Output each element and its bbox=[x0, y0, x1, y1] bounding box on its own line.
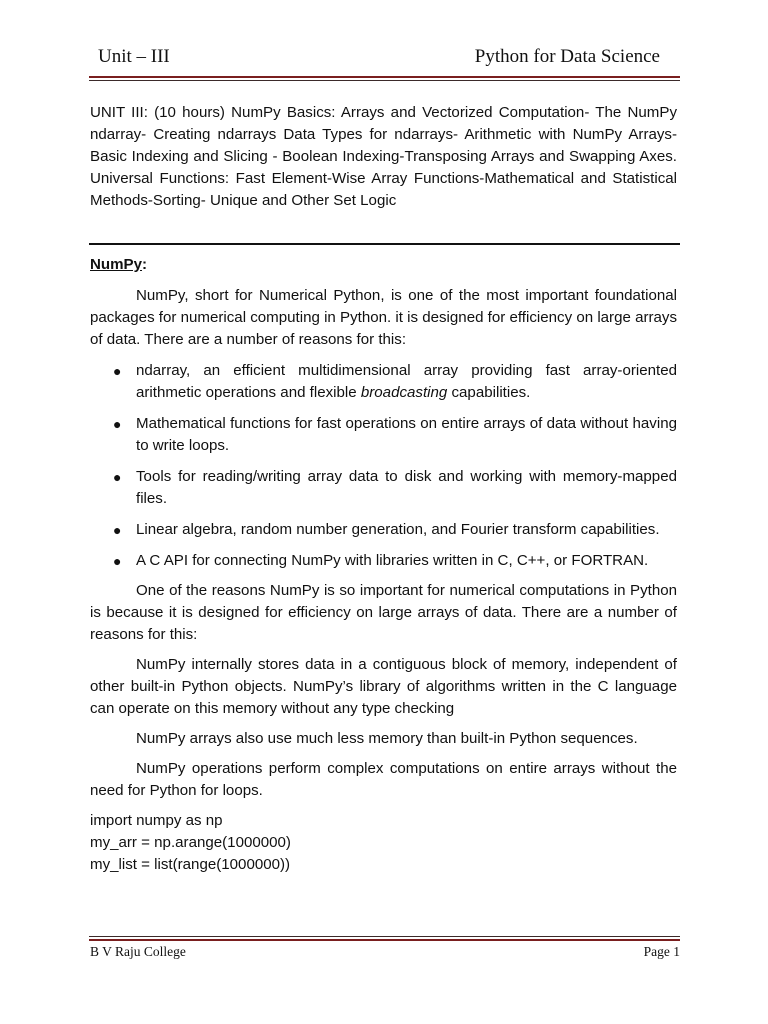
list-item-text: Mathematical functions for fast operations on entire arrays of data without having to write loops. bbox=[136, 415, 677, 454]
footer-rule-thick bbox=[89, 939, 680, 941]
intro-paragraph: NumPy, short for Numerical Python, is one of the most important foundational packages for numerical computing in Python. it is designed for efficiency on large arrays of data. There are a number of reasons for this: bbox=[90, 287, 678, 348]
sequences-paragraph: NumPy arrays also use much less memory than built-in Python sequences. bbox=[136, 730, 638, 747]
reasons-paragraph: One of the reasons NumPy is so important for numerical computations in Python is because it is designed for efficiency on large arrays of data. There are a number of reasons for this: bbox=[90, 582, 677, 643]
list-item-text: Tools for reading/writing array data to disk and working with memory-mapped files. bbox=[136, 468, 677, 507]
header-rule-thin bbox=[89, 80, 680, 81]
page-header bbox=[98, 46, 670, 72]
code-snippet bbox=[90, 810, 677, 876]
code-line: import numpy as np bbox=[90, 812, 223, 829]
section-title-colon: : bbox=[142, 256, 148, 273]
list-item bbox=[90, 550, 677, 572]
list-item-text: A C API for connecting NumPy with libraries written in C, C++, or FORTRAN. bbox=[136, 552, 649, 569]
bullet-icon: ● bbox=[113, 553, 122, 569]
header-unit-label: Unit – III bbox=[98, 46, 170, 67]
list-item bbox=[90, 466, 677, 510]
loops-paragraph: NumPy operations perform complex computations on entire arrays without the need for Python for loops. bbox=[90, 760, 677, 799]
code-line: my_arr = np.arange(1000000) bbox=[90, 834, 291, 851]
section-divider bbox=[89, 243, 680, 245]
section-heading bbox=[90, 254, 677, 276]
list-item-text: Linear algebra, random number generation, and Fourier transform capabilities. bbox=[136, 521, 660, 538]
bullet-icon: ● bbox=[113, 469, 122, 485]
list-item-emphasis: broadcasting bbox=[360, 384, 448, 401]
section-title: NumPy bbox=[90, 256, 143, 273]
footer-rule-thin bbox=[89, 936, 680, 937]
list-item bbox=[90, 360, 677, 404]
bullet-icon: ● bbox=[113, 522, 122, 538]
list-item-text: ndarray, an efficient multidimensional array providing fast array-oriented arithmetic operations and flexible bbox=[136, 362, 677, 401]
list-item bbox=[90, 413, 677, 457]
footer-college-name: B V Raju College bbox=[90, 944, 186, 959]
list-item-text-end: capabilities. bbox=[447, 384, 531, 401]
bullet-icon: ● bbox=[113, 416, 122, 432]
header-rule-thick bbox=[89, 76, 680, 78]
code-line: my_list = list(range(1000000)) bbox=[90, 856, 291, 873]
reasons-list bbox=[90, 360, 677, 572]
memory-paragraph: NumPy internally stores data in a contiguous block of memory, independent of other built-in Python objects. NumPy’s library of algorithms written in the C language can operate on this memory without any type checking bbox=[90, 656, 677, 717]
footer-page-number: Page 1 bbox=[643, 944, 680, 959]
numpy-section bbox=[90, 254, 677, 876]
header-course-title: Python for Data Science bbox=[474, 46, 660, 67]
syllabus-paragraph: UNIT III: (10 hours) NumPy Basics: Arrays and Vectorized Computation- The NumPy ndarray- Creating ndarrays Data Types for ndarrays- Arithmetic with NumPy Arrays- Basic Indexing and Slicing - Boolean Indexing-Transposing Arrays and Swapping Axes. Universal Functions: Fast Element-Wise Array Functions-Mathematical and Statistical Methods-Sorting- Unique and Other Set Logic bbox=[90, 104, 677, 209]
list-item bbox=[90, 519, 677, 541]
bullet-icon: ● bbox=[113, 363, 122, 379]
page-footer bbox=[90, 944, 680, 964]
